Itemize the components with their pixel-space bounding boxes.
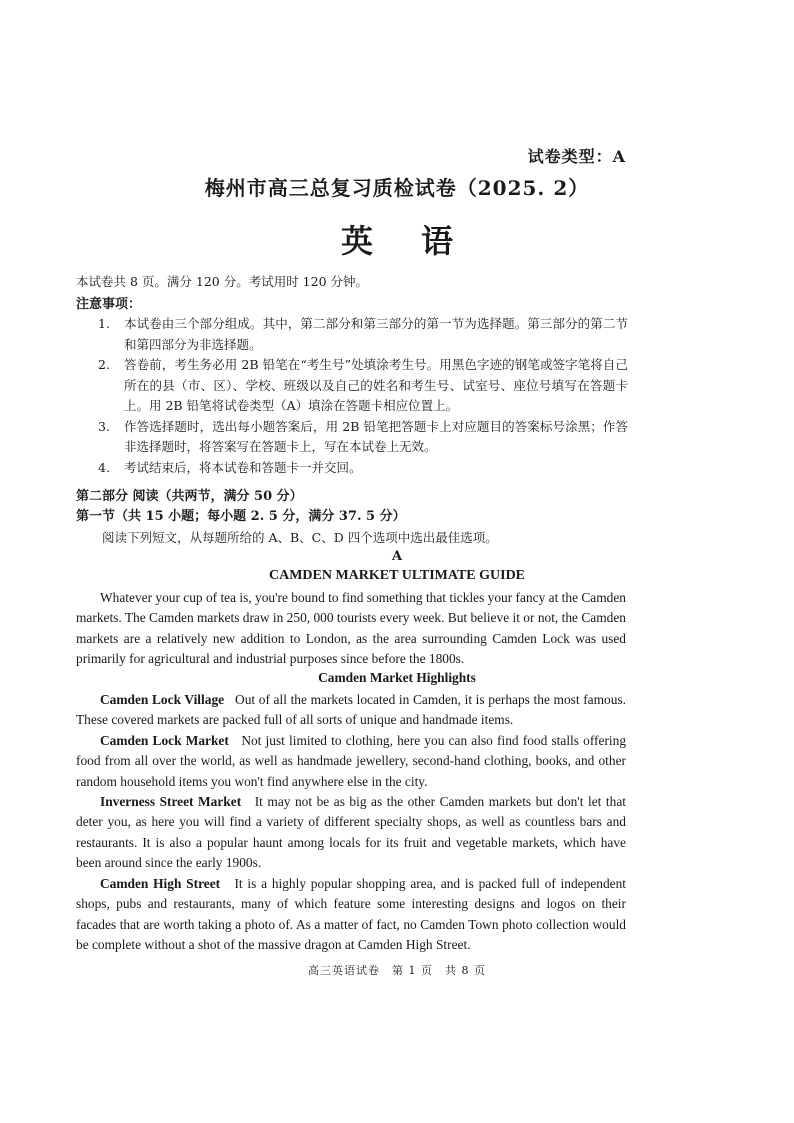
notes-item-text: 本试卷由三个部分组成。其中，第二部分和第三部分的第一节为选择题。第三部分的第二节和第四部分为非选择题。 (124, 316, 628, 352)
passage-title: CAMDEN MARKET ULTIMATE GUIDE (268, 568, 526, 583)
subject-title: 英语 (340, 222, 501, 260)
notes-list (98, 314, 628, 478)
exam-title: 梅州市高三总复习质检试卷（2025. 2） (204, 176, 590, 200)
notes-item (98, 355, 628, 417)
highlight-text: It may not be as big as the other Camden markets but don't let that deter you, as here you will find a variety of different specialty shops, as well as countless bars and restaurants. It is also a popular haunt among locals for its fruit and vegetable markets, which have been around since the early 1900s. (76, 794, 626, 871)
highlight-paragraph (76, 874, 626, 956)
highlight-name: Camden High Street (100, 876, 221, 891)
page-footer: 高三英语试卷 第 1 页 共 8 页 (308, 964, 486, 977)
highlight-text: Not just limited to clothing, here you can also find food stalls offering food from all over the world, as well as handmade jewellery, second-hand clothing, books, and other random household items you won't find anywhere else in the city. (76, 733, 627, 789)
passage-intro-paragraph: Whatever your cup of tea is, you're bound to find something that tickles your fancy at the Camden markets. The Camden markets draw in 250, 000 tourists every week. But believe it or not, the Camden markets are a relatively new addition to London, as the area surrounding Camden Lock was used primarily for agricultural and industrial purposes since before the 1800s. (76, 590, 626, 667)
notes-item-number: 2. (98, 357, 110, 372)
notes-item-number: 4. (98, 459, 110, 475)
exam-intro: 本试卷共 8 页。满分 120 分。考试用时 120 分钟。 (76, 274, 369, 289)
notes-item (98, 417, 628, 458)
highlight-text: Out of all the markets located in Camden, it is perhaps the most famous. These covered markets are packed full of all sorts of unique and handmade items. (76, 692, 626, 728)
highlight-paragraph (76, 731, 626, 792)
highlight-name: Camden Lock Market (100, 733, 229, 748)
highlight-paragraph (76, 690, 626, 731)
highlight-name: Inverness Street Market (100, 794, 242, 809)
highlight-name: Camden Lock Village (100, 692, 225, 707)
notes-item-text: 答卷前，考生务必用 2B 铅笔在“考生号”处填涂考生号。用黑色字迹的钢笔或签字笔将自己所在的县（市、区）、学校、班级以及自己的姓名和考生号、试室号、座位号填写在答题卡上。用 2B 铅笔将试卷类型（A）填涂在答题卡相应位置上。 (124, 357, 628, 413)
highlights-heading: Camden Market Highlights (318, 670, 476, 685)
notes-item-text: 作答选择题时，选出每小题答案后，用 2B 铅笔把答题卡上对应题目的答案标号涂黑；作答非选择题时，将答案写在答题卡上，写在本试卷上无效。 (124, 418, 628, 454)
notes-heading: 注意事项： (76, 297, 142, 312)
part-heading: 第二部分 阅读（共两节，满分 50 分） (76, 489, 303, 504)
passage-letter: A (391, 549, 403, 564)
paper-type-label: 试卷类型：A (527, 147, 626, 166)
notes-item-number: 3. (98, 418, 110, 434)
reading-instruction: 阅读下列短文，从每题所给的 A、B、C、D 四个选项中选出最佳选项。 (102, 530, 498, 545)
highlight-paragraph (76, 792, 626, 874)
notes-item (98, 314, 628, 355)
notes-item (98, 458, 628, 479)
subsection-heading: 第一节（共 15 小题；每小题 2. 5 分，满分 37. 5 分） (76, 509, 406, 524)
notes-item-text: 考试结束后，将本试卷和答题卡一并交回。 (124, 459, 362, 475)
highlight-text: It is a highly popular shopping area, and is packed full of independent shops, pubs and restaurants, many of which feature some interesting designs and logos on their facades that are worth taking a photo of. As a matter of fact, no Camden Town photo collection would be complete without a shot of the massive dragon at Camden High Street. (76, 876, 626, 953)
section-heading (76, 487, 406, 527)
notes-item-number: 1. (98, 316, 110, 331)
